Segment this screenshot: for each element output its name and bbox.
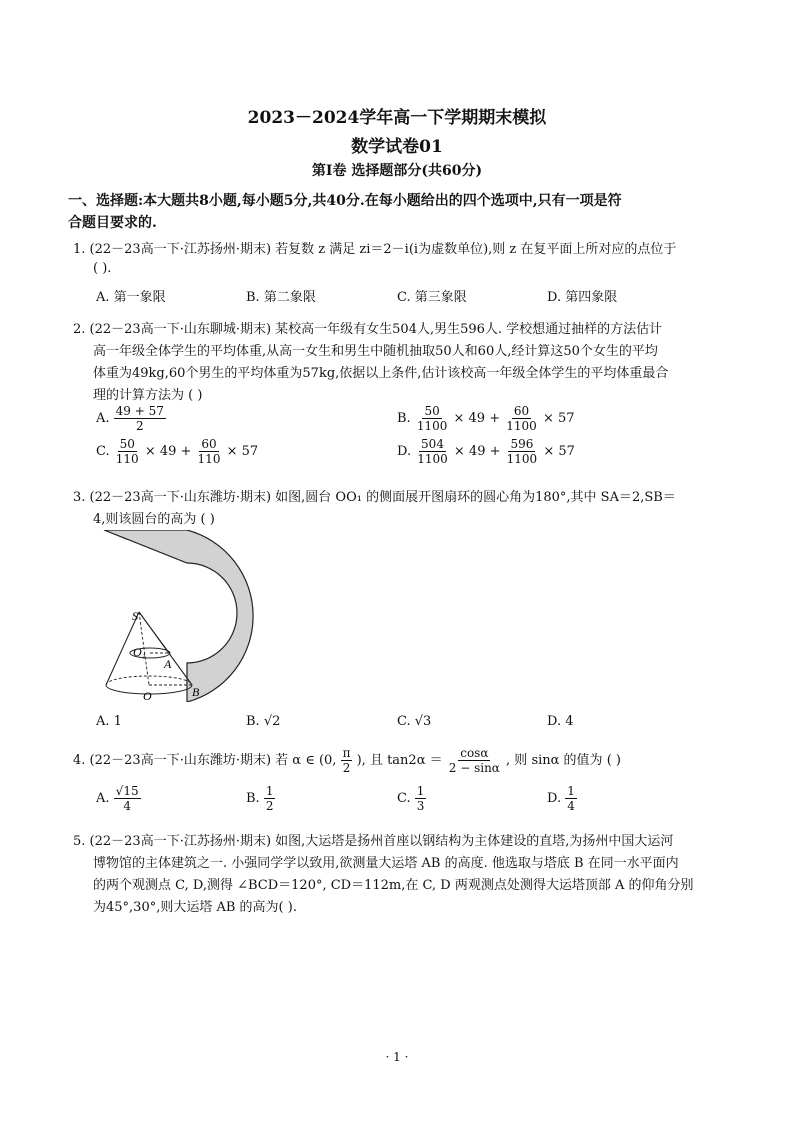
exam-title: 2023－2024学年高一下学期期末模拟 <box>247 108 547 128</box>
label-o1: O₁ <box>133 645 146 659</box>
q1-option-c: C. 第三象限 <box>397 290 467 305</box>
label-b: B <box>192 685 200 699</box>
q4-option-a: A. $\frac{√15}{4}$ <box>96 784 139 813</box>
q1-stem-line1: 1. (22－23高一下·江苏扬州·期末) 若复数 z 满足 zi＝2－i(i为虚数单位),则 z 在复平面上所对应的点位于 <box>73 242 677 257</box>
q2-option-a: A. $\frac{49 + 57}{2}$ <box>96 404 164 433</box>
section-instructions-line2: 合题目要求的. <box>68 215 157 231</box>
q5-stem-line2: 博物馆的主体建筑之一. 小强同学学以致用,欲测量大运塔 AB 的高度. 他选取与塔底 B 在同一水平面内 <box>93 856 679 871</box>
q3-option-c: C. √3 <box>397 714 432 729</box>
q1-option-d: D. 第四象限 <box>547 290 618 305</box>
exam-subtitle: 数学试卷01 <box>351 137 443 157</box>
q1-option-a: A. 第一象限 <box>96 290 166 305</box>
q1-stem-line2: ( ). <box>93 261 112 276</box>
q3-stem-line1: 3. (22－23高一下·山东潍坊·期末) 如图,圆台 OO₁ 的侧面展开图扇环的圆心角为180°,其中 SA＝2,SB＝ <box>73 490 676 505</box>
q2-stem-line3: 体重为49kg,60个男生的平均体重为57kg,依据以上条件,估计该校高一年级全体学生的平均体重最合 <box>93 366 669 381</box>
frustum-figure <box>98 530 284 702</box>
sector-annulus <box>104 530 253 702</box>
label-o: O <box>143 689 152 702</box>
q2-option-b: B. $\frac{50}{1100}$ × 49 + $\frac{60}{1100}$ × 57 <box>397 404 575 433</box>
q1-option-b: B. 第二象限 <box>246 290 316 305</box>
q4-stem: 4. (22－23高一下·山东潍坊·期末) 若 α ∈ (0, $\frac{\pi}{2}$ ), 且 tan2α ＝ $\frac{\cos\alpha}{2 - \sin\alpha}$ , 则 sinα 的值为 ( ) <box>73 746 621 775</box>
label-a: A <box>164 657 172 671</box>
q2-stem-line1: 2. (22－23高一下·山东聊城·期末) 某校高一年级有女生504人,男生596人. 学校想通过抽样的方法估计 <box>73 322 663 337</box>
q4-option-b: B. $\frac{1}{2}$ <box>246 784 274 813</box>
q5-stem-line3: 的两个观测点 C, D,测得 ∠BCD＝120°, CD＝112m,在 C, D 两观测点处测得大运塔顶部 A 的仰角分别 <box>93 878 694 893</box>
q3-option-b: B. √2 <box>246 714 281 729</box>
q3-stem-line2: 4,则该圆台的高为 ( ) <box>93 512 215 527</box>
section-instructions-line1: 一、选择题:本大题共8小题,每小题5分,共40分.在每小题给出的四个选项中,只有一项是符 <box>68 193 622 209</box>
q5-stem-line4: 为45°,30°,则大运塔 AB 的高为( ). <box>93 900 297 915</box>
q4-option-c: C. $\frac{1}{3}$ <box>397 784 425 813</box>
page-number: · 1 · <box>385 1050 409 1064</box>
q2-option-d: D. $\frac{504}{1100}$ × 49 + $\frac{596}{1100}$ × 57 <box>397 437 575 466</box>
q2-stem-line4: 理的计算方法为 ( ) <box>93 388 203 403</box>
q2-stem-line2: 高一年级全体学生的平均体重,从高一女生和男生中随机抽取50人和60人,经计算这50个女生的平均 <box>93 344 658 359</box>
q3-option-d: D. 4 <box>547 714 574 729</box>
q5-stem-line1: 5. (22－23高一下·江苏扬州·期末) 如图,大运塔是扬州首座以钢结构为主体建设的直塔,为扬州中国大运河 <box>73 834 674 849</box>
q3-option-a: A. 1 <box>96 714 122 729</box>
part-heading: 第Ⅰ卷 选择题部分(共60分) <box>311 163 483 179</box>
q4-option-d: D. $\frac{1}{4}$ <box>547 784 575 813</box>
label-s: S <box>132 609 138 623</box>
q2-option-c: C. $\frac{50}{110}$ × 49 + $\frac{60}{110}$ × 57 <box>96 437 259 466</box>
